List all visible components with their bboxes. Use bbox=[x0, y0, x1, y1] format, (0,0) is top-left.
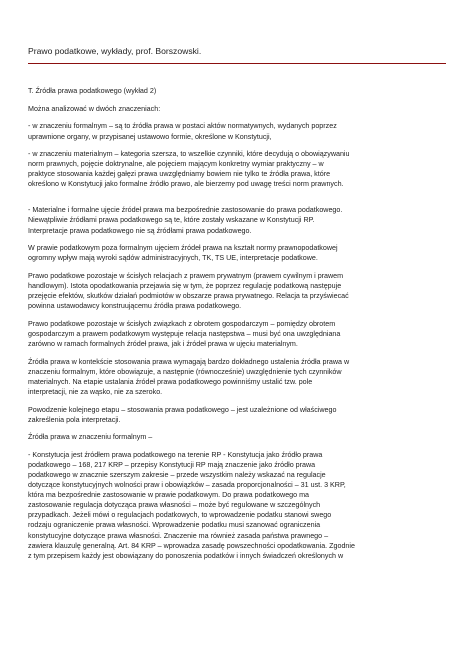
text-line: podatkowego w znacznie szerszym zakresie – przede wszystkim należy wskazać na regulacje bbox=[28, 471, 326, 480]
text-line: Interpretacje prawa podatkowego nie są źródłami prawa podatkowego. bbox=[28, 226, 252, 235]
header-divider bbox=[28, 63, 446, 64]
text-line: Można analizować w dwóch znaczeniach: bbox=[28, 104, 161, 113]
paragraph bbox=[28, 357, 448, 397]
text-line: Prawo podatkowe pozostaje w ścisłych relacjach z prawem prywatnym (prawem cywilnym i prawem bbox=[28, 272, 344, 281]
paragraph bbox=[28, 104, 448, 114]
paragraph bbox=[28, 149, 448, 189]
page-header-title: Prawo podatkowe, wykłady, prof. Borszowski. bbox=[28, 46, 202, 56]
text-line: materialnych. Na etapie ustalania źródeł prawa podatkowego powinniśmy ustalić tzw. pole bbox=[28, 377, 313, 386]
paragraph-spacing bbox=[28, 442, 448, 450]
paragraph bbox=[28, 432, 448, 442]
text-line: która ma bezpośrednie zastosowanie w prawie podatkowym. Do prawa podatkowego ma bbox=[28, 491, 310, 500]
text-line: T. Źródła prawa podatkowego (wykład 2) bbox=[28, 87, 157, 95]
text-line: Źródła prawa w znaczeniu formalnym – bbox=[28, 433, 153, 442]
paragraph bbox=[28, 205, 448, 235]
text-line: ogromny wpływ mają wyroki sądów administracyjnych, TK, TS UE, interpretacje podatkowe. bbox=[28, 254, 318, 263]
text-line: uprawnione organy, w przypisanej ustawowo formie, określone w Konstytucji, bbox=[28, 132, 272, 141]
text-line: Powodzenie kolejnego etapu – stosowania prawa podatkowego – jest uzależnione od właściwego bbox=[28, 405, 337, 414]
text-line: W prawie podatkowym poza formalnym ujęciem źródeł prawa na kształt normy prawnopodatkowej bbox=[28, 244, 338, 253]
paragraph bbox=[28, 271, 448, 311]
text-line: handlowym). Istota opodatkowania przejawia się w tym, że poprzez regulację podatkową następuje bbox=[28, 282, 342, 291]
text-line: konstytucyjne dotyczące prawa własności. Znaczenie ma również zasada państwa prawnego – bbox=[28, 531, 329, 540]
paragraph-spacing bbox=[28, 425, 448, 433]
paragraph-spacing bbox=[28, 397, 448, 405]
text-line: podatkowego – 168, 217 KRP – przepisy Konstytucji RP mają znaczenie jako źródło prawa bbox=[28, 461, 316, 470]
text-line: zakreślenia pola interpretacji. bbox=[28, 415, 121, 424]
paragraph bbox=[28, 319, 448, 349]
paragraph bbox=[28, 86, 448, 96]
paragraph bbox=[28, 243, 448, 263]
text-line: Prawo podatkowe pozostaje w ścisłych związkach z obrotem gospodarczym – pomiędzy obrotem bbox=[28, 319, 336, 328]
text-line: powinna ustawodawcy konstruującemu źródła prawa podatkowego. bbox=[28, 302, 242, 311]
text-line: zawiera klauzulę generalną. Art. 84 KRP – wprowadza zasadę powszechności opodatkowania. Zgodnie bbox=[28, 541, 355, 550]
paragraph-spacing bbox=[28, 114, 448, 122]
text-line: praktyce stosowania każdej gałęzi prawa uwzględniamy bowiem nie tylko te źródła prawa, które bbox=[28, 170, 331, 179]
text-line: przypadkach. Jeżeli mówi o regulacjach podatkowych, to wprowadzenie podatku stanowi swego bbox=[28, 511, 332, 520]
text-line: znaczeniu formalnym, które obowiązuje, a następnie (równocześnie) uwzględnienie tych czynników bbox=[28, 367, 342, 376]
text-line: - Materialne i formalne ujęcie źródeł prawa ma bezpośrednie zastosowanie do prawa podatkowego. bbox=[28, 206, 343, 215]
text-line: gospodarczym a prawem podatkowym występuje relacja następstwa – musi być ona uwzględniana bbox=[28, 329, 341, 338]
text-line: rodzaju ograniczenie prawa własności. Wprowadzenie podatku musi szanować ograniczenia bbox=[28, 521, 321, 530]
paragraph bbox=[28, 121, 448, 141]
text-line: - Konstytucja jest źródłem prawa podatkowego na terenie RP - Konstytucja jako źródło prawa bbox=[28, 451, 323, 460]
paragraph-spacing bbox=[28, 189, 448, 205]
text-line: interpretacji, nie za wąsko, nie za szeroko. bbox=[28, 387, 163, 396]
text-line: zarówno w ramach formalnych źródeł prawa, jak i źródeł prawa w ujęciu materialnym. bbox=[28, 340, 298, 349]
paragraph-spacing bbox=[28, 263, 448, 271]
text-line: - w znaczeniu formalnym – są to źródła prawa w postaci aktów normatywnych, wydanych poprzez bbox=[28, 122, 337, 131]
text-line: Niewątpliwie źródłami prawa podatkowego są te, które zostały wskazane w Konstytucji RP. bbox=[28, 216, 315, 225]
text-line: przejęcie efektów, skutków działań podmiotów w obszarze prawa prywatnego. Relacja ta przyświecać bbox=[28, 292, 349, 301]
text-line: Źródła prawa w kontekście stosowania prawa wymagają bardzo dokładnego ustalenia źródła prawa w bbox=[28, 357, 350, 366]
document-body bbox=[28, 86, 448, 561]
text-line: z tym przepisem każdy jest obowiązany do ponoszenia podatków i innych świadczeń określonych w bbox=[28, 551, 344, 560]
paragraph-spacing bbox=[28, 236, 448, 244]
paragraph-spacing bbox=[28, 311, 448, 319]
paragraph-spacing bbox=[28, 142, 448, 150]
paragraph-spacing bbox=[28, 96, 448, 104]
text-line: dotyczące konstytucyjnych wolności praw i obowiązków – zasada proporcjonalności – 31 ust. 3 KRP, bbox=[28, 481, 346, 490]
text-line: zastosowanie regulacja dotycząca prawa własności – może być regulowane w szczególnych bbox=[28, 501, 321, 510]
paragraph bbox=[28, 405, 448, 425]
paragraph bbox=[28, 450, 448, 561]
paragraph-spacing bbox=[28, 349, 448, 357]
text-line: norm prawnych, pojęcie doktrynalne, ale pojęciem mającym konkretny wymiar praktyczny – w bbox=[28, 160, 324, 169]
text-line: - w znaczeniu materialnym – kategoria szersza, to wszelkie czynniki, które decydują o obowiązywaniu bbox=[28, 150, 350, 159]
text-line: określono w Konstytucji jako formalne źródło prawo, ale bierzemy pod uwagę treści norm prawnych. bbox=[28, 180, 344, 189]
